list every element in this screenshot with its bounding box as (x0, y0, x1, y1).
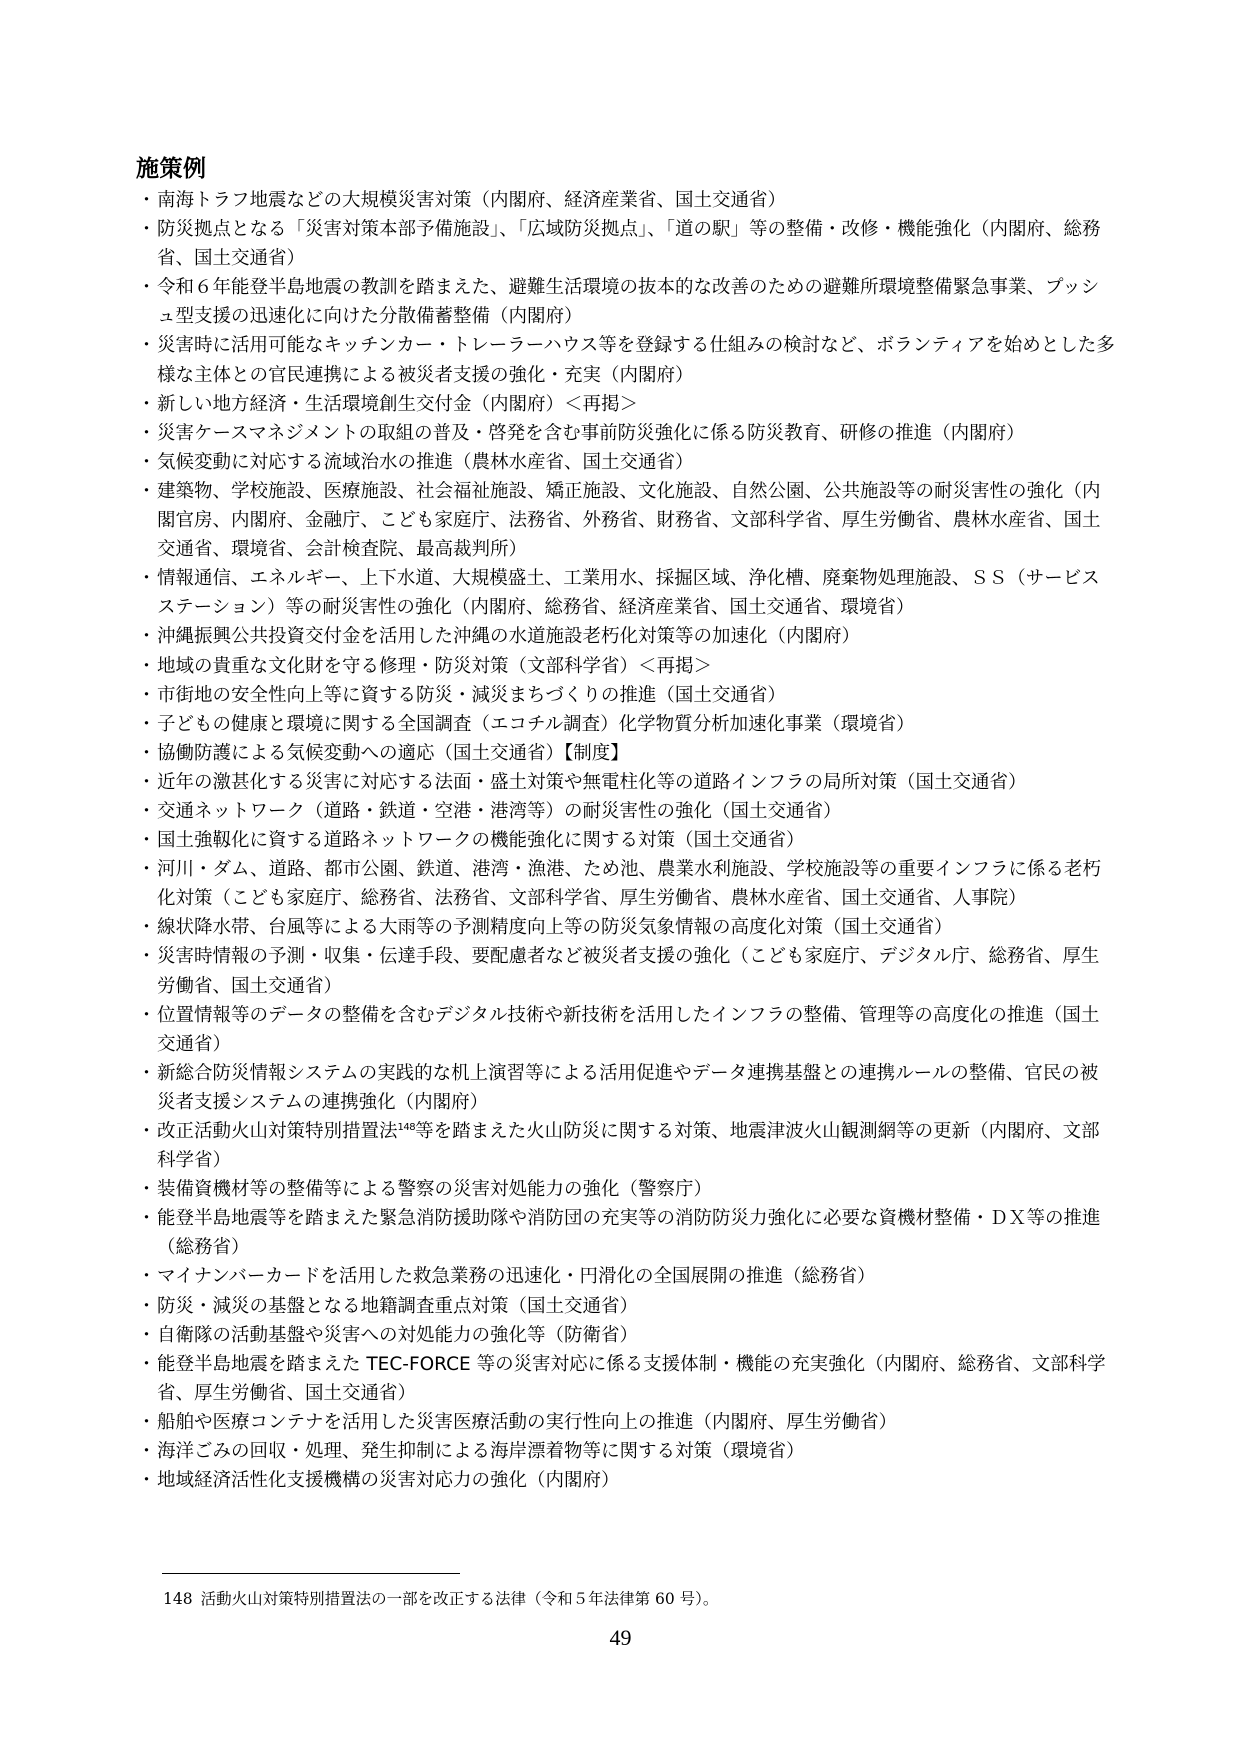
list-item-text: 沖縄振興公共投資交付金を活用した沖縄の水道施設老朽化対策等の加速化（内閣府） (157, 626, 861, 648)
list-item-text: 子どもの健康と環境に関する全国調査（エコチル調査）化学物質分析加速化事業（環境省） (157, 713, 915, 735)
bullet-mark: ・ (137, 1062, 156, 1084)
bullet-mark: ・ (137, 742, 156, 764)
list-item-text: 交通ネットワーク（道路・鉄道・空港・港湾等）の耐災害性の強化（国土交通省） (157, 800, 842, 822)
list-item (136, 622, 1116, 651)
list-item (136, 768, 1116, 797)
list-item-text: マイナンバーカードを活用した救急業務の迅速化・円滑化の全国展開の推進（総務省） (157, 1266, 876, 1288)
bullet-mark: ・ (137, 1324, 156, 1346)
list-item (136, 913, 1116, 942)
list-item (136, 564, 1116, 622)
list-item (136, 942, 1116, 1000)
list-item-text: 線状降水帯、台風等による大雨等の予測精度向上等の防災気象情報の高度化対策（国土交通省） (157, 917, 953, 939)
list-item (136, 1117, 1116, 1175)
list-item-text: 防災・減災の基盤となる地籍調査重点対策（国土交通省） (157, 1295, 639, 1317)
list-item-text: 市街地の安全性向上等に資する防災・減災まちづくりの推進（国土交通省） (157, 684, 786, 706)
measure-list (136, 186, 1116, 1495)
footnote (163, 1589, 718, 1609)
bullet-mark: ・ (137, 422, 156, 444)
bullet-mark: ・ (137, 859, 156, 881)
list-item-text: 位置情報等のデータの整備を含むデジタル技術や新技術を活用したインフラの整備、管理等の高度化の推進（国土交通省） (157, 1004, 1100, 1055)
list-item-text: 令和６年能登半島地震の教訓を踏まえた、避難生活環境の抜本的な改善のための避難所環境整備緊急事業、プッシュ型支援の迅速化に向けた分散備蓄整備（内閣府） (157, 277, 1100, 328)
list-item-text: 能登半島地震等を踏まえた緊急消防援助隊や消防団の充実等の消防防災力強化に必要な資機材整備・ＤＸ等の推進（総務省） (157, 1208, 1101, 1259)
list-item (136, 652, 1116, 681)
list-item-text: 河川・ダム、道路、都市公園、鉄道、港湾・漁港、ため池、農業水利施設、学校施設等の重要インフラに係る老朽化対策（こども家庭庁、総務省、法務省、文部科学省、厚生労働省、農林水産省、国土交通省、人事院） (157, 859, 1102, 910)
bullet-mark: ・ (137, 1441, 156, 1463)
list-item (136, 331, 1116, 389)
list-item (136, 1321, 1116, 1350)
bullet-mark: ・ (137, 1004, 156, 1026)
list-item (136, 710, 1116, 739)
bullet-mark: ・ (137, 1208, 156, 1230)
list-item (136, 1292, 1116, 1321)
list-item-text: 国土強靱化に資する道路ネットワークの機能強化に関する対策（国土交通省） (157, 830, 805, 852)
list-item (136, 797, 1116, 826)
list-item-text: 防災拠点となる「災害対策本部予備施設」、「広域防災拠点」、「道の駅」等の整備・改修・機能強化（内閣府、総務省、国土交通省） (157, 219, 1101, 270)
list-item-text: 地域経済活性化支援機構の災害対応力の強化（内閣府） (157, 1470, 620, 1492)
footnote-separator (162, 1573, 460, 1574)
bullet-mark: ・ (137, 830, 156, 852)
bullet-mark: ・ (137, 713, 156, 735)
list-item (136, 448, 1116, 477)
bullet-mark: ・ (137, 800, 156, 822)
bullet-mark: ・ (137, 393, 156, 415)
footnote-number: 148 (163, 1590, 193, 1608)
list-item-text: 自衛隊の活動基盤や災害への対処能力の強化等（防衛省） (157, 1324, 639, 1346)
page-number: 49 (609, 1625, 632, 1650)
bullet-mark: ・ (137, 771, 156, 793)
bullet-mark: ・ (137, 946, 156, 968)
list-item (136, 1466, 1116, 1495)
list-item-text: 災害時情報の予測・収集・伝達手段、要配慮者など被災者支援の強化（こども家庭庁、デジタル庁、総務省、厚生労働省、国土交通省） (157, 946, 1100, 997)
list-item (136, 681, 1116, 710)
bullet-mark: ・ (137, 568, 156, 590)
list-item (136, 390, 1116, 419)
list-item (136, 1350, 1116, 1408)
list-item (136, 419, 1116, 448)
bullet-mark: ・ (137, 626, 156, 648)
list-item-text: 建築物、学校施設、医療施設、社会福祉施設、矯正施設、文化施設、自然公園、公共施設等の耐災害性の強化（内閣官房、内閣府、金融庁、こども家庭庁、法務省、外務省、財務省、文部科学省、厚生労働省、農林水産省、国土交通省、環境省、会計検査院、最高裁判所） (157, 480, 1101, 561)
section-heading: 施策例 (136, 156, 207, 182)
list-item (136, 1001, 1116, 1059)
footnote-reference[interactable]: 148 (397, 1121, 416, 1133)
bullet-mark: ・ (137, 1295, 156, 1317)
bullet-mark: ・ (137, 480, 156, 502)
list-item-text: 能登半島地震を踏まえた TEC-FORCE 等の災害対応に係る支援体制・機能の充実強化（内閣府、総務省、文部科学省、厚生労働省、国土交通省） (157, 1353, 1106, 1404)
bullet-mark: ・ (137, 1121, 156, 1142)
list-item (136, 273, 1116, 331)
footnote-text: 活動火山対策特別措置法の一部を改正する法律（令和５年法律第 60 号）。 (200, 1590, 719, 1608)
bullet-mark: ・ (137, 917, 156, 939)
list-item (136, 1262, 1116, 1291)
bullet-mark: ・ (137, 190, 156, 211)
bullet-mark: ・ (137, 684, 156, 706)
bullet-mark: ・ (137, 335, 156, 357)
list-item (136, 215, 1116, 273)
bullet-mark: ・ (137, 219, 156, 241)
bullet-mark: ・ (137, 1266, 156, 1288)
list-item (136, 1204, 1116, 1262)
list-item-text: 装備資機材等の整備等による警察の災害対処能力の強化（警察庁） (157, 1179, 713, 1201)
list-item-text: 海洋ごみの回収・処理、発生抑制による海岸漂着物等に関する対策（環境省） (157, 1441, 805, 1463)
bullet-mark: ・ (137, 451, 156, 473)
list-item-text: 新総合防災情報システムの実践的な机上演習等による活用促進やデータ連携基盤との連携ルールの整備、官民の被災者支援システムの連携強化（内閣府） (157, 1062, 1099, 1113)
list-item (136, 1437, 1116, 1466)
bullet-mark: ・ (137, 655, 156, 677)
list-item-text: 情報通信、エネルギー、上下水道、大規模盛土、工業用水、採掘区域、浄化槽、廃棄物処理施設、ＳＳ（サービスステーション）等の耐災害性の強化（内閣府、総務省、経済産業省、国土交通省、環境省） (157, 568, 1100, 619)
list-item-text: 気候変動に対応する流域治水の推進（農林水産省、国土交通省） (157, 451, 694, 473)
bullet-mark: ・ (137, 1179, 156, 1201)
bullet-mark: ・ (137, 1353, 156, 1375)
list-item (136, 826, 1116, 855)
list-item-text: 改正活動火山対策特別措置法 (157, 1121, 398, 1142)
list-item (136, 477, 1116, 564)
list-item-text: 近年の激甚化する災害に対応する法面・盛土対策や無電柱化等の道路インフラの局所対策（国土交通省） (157, 771, 1027, 793)
list-item (136, 739, 1116, 768)
list-item-text: 等を踏まえた火山防災に関する対策、地震津波火山観測網等の更新（内閣府、文部科学省） (157, 1121, 1100, 1172)
list-item-text: 南海トラフ地震などの大規模災害対策（内閣府、経済産業省、国土交通省） (157, 190, 787, 211)
list-item-text: 災害時に活用可能なキッチンカー・トレーラーハウス等を登録する仕組みの検討など、ボランティアを始めとした多様な主体との官民連携による被災者支援の強化・充実（内閣府） (157, 335, 1115, 386)
list-item (136, 855, 1116, 913)
bullet-mark: ・ (137, 1411, 156, 1433)
list-item-text: 災害ケースマネジメントの取組の普及・啓発を含む事前防災強化に係る防災教育、研修の推進（内閣府） (157, 422, 1025, 444)
bullet-mark: ・ (137, 277, 156, 299)
bullet-mark: ・ (137, 1470, 156, 1492)
list-item (136, 1175, 1116, 1204)
list-item (136, 1408, 1116, 1437)
list-item-text: 協働防護による気候変動への適応（国土交通省）【制度】 (157, 742, 629, 764)
list-item-text: 新しい地方経済・生活環境創生交付金（内閣府）＜再掲＞ (157, 393, 639, 415)
list-item (136, 186, 1116, 215)
list-item-text: 地域の貴重な文化財を守る修理・防災対策（文部科学省）＜再掲＞ (157, 655, 713, 677)
list-item-text: 船舶や医療コンテナを活用した災害医療活動の実行性向上の推進（内閣府、厚生労働省） (157, 1411, 898, 1433)
list-item (136, 1059, 1116, 1117)
